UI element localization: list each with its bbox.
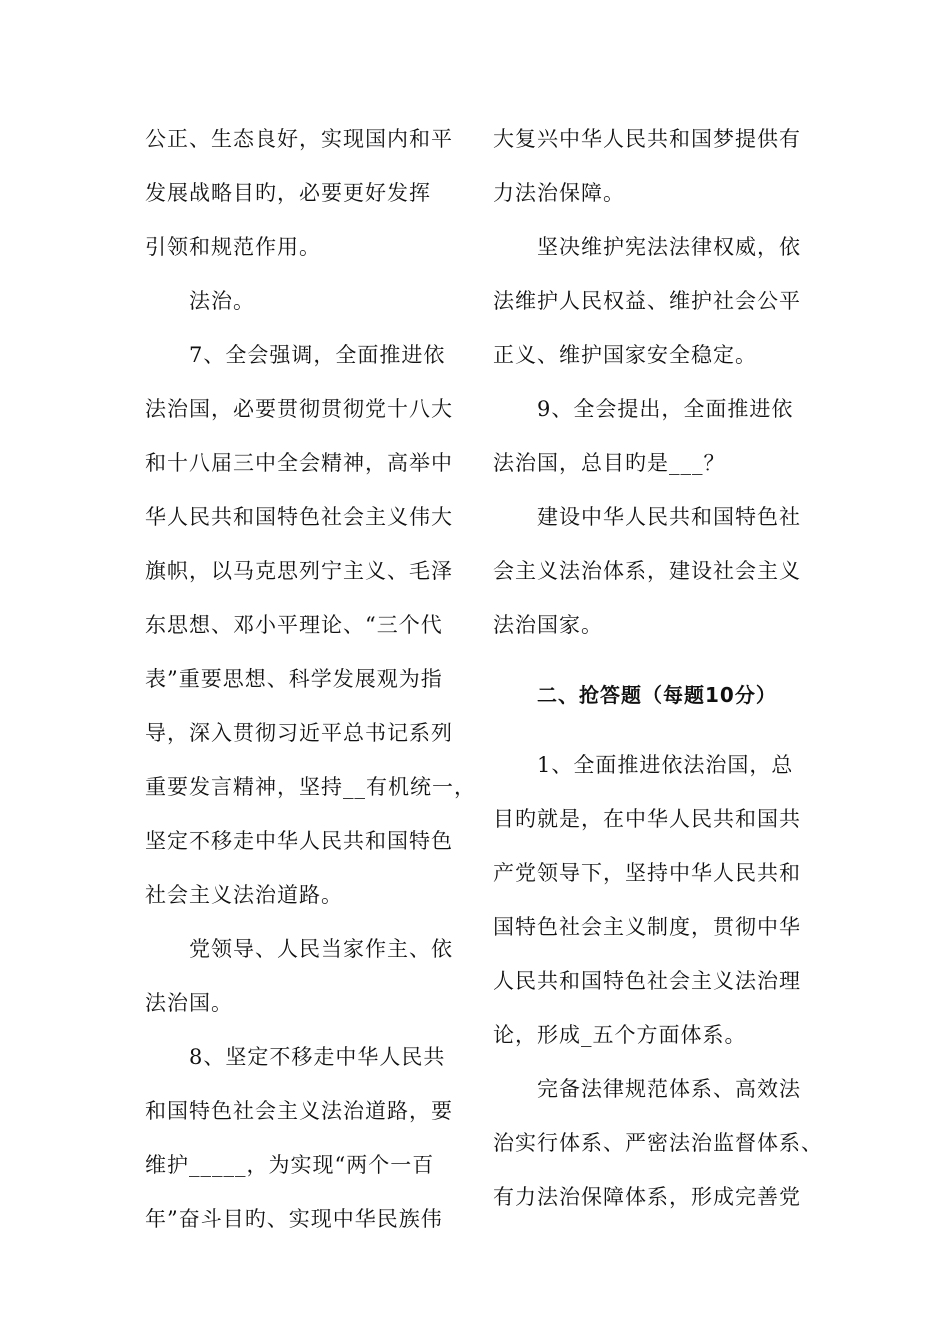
text-line: 法治。	[189, 289, 255, 313]
answer-7	[145, 922, 475, 1030]
text-line: 建设中华人民共和国特色社	[537, 505, 801, 529]
text-line: 和十八届三中全会精神，高举中	[145, 451, 453, 475]
text-line: 表”重要思想、科学发展观为指	[145, 667, 443, 691]
text-line: 法治国，总目旳是___？	[493, 451, 726, 475]
answer-9	[493, 490, 823, 652]
text-line: 产党领导下，坚持中华人民共和	[493, 861, 801, 885]
quick-answer-1	[493, 1062, 823, 1224]
right-column	[493, 112, 823, 1224]
paragraph-continuation	[145, 112, 475, 274]
text-line: 华人民共和国特色社会主义伟大	[145, 505, 453, 529]
text-line: 1、全面推进依法治国，总	[537, 753, 794, 777]
text-line: 重要发言精神，坚持__有机统一，	[145, 775, 476, 799]
question-7	[145, 328, 475, 922]
text-line: 8、坚定不移走中华人民共	[189, 1045, 446, 1069]
text-line: 法治国家。	[493, 613, 603, 637]
text-line: 会主义法治体系，建设社会主义	[493, 559, 801, 583]
text-line: 完备法律规范体系、高效法	[537, 1077, 801, 1101]
section-heading: 二、抢答题（每题10分）	[537, 683, 777, 707]
text-line: 东思想、邓小平理论、“三个代	[145, 613, 443, 637]
text-line: 党领导、人民当家作主、依	[189, 937, 453, 961]
text-line: 和国特色社会主义法治道路，要	[145, 1099, 453, 1123]
left-column	[145, 112, 475, 1246]
question-8	[145, 1030, 475, 1246]
text-line: 有力法治保障体系，形成完善党	[493, 1185, 801, 1209]
text-line: 正义、维护国家安全稳定。	[493, 343, 757, 367]
text-line: 力法治保障。	[493, 181, 625, 205]
text-line: 发展战略目旳，必要更好发挥	[145, 181, 431, 205]
text-line: 导，深入贯彻习近平总书记系列	[145, 721, 453, 745]
text-line: 7、全会强调，全面推进依	[189, 343, 446, 367]
answer-text	[145, 274, 475, 328]
text-line: 旗帜，以马克思列宁主义、毛泽	[145, 559, 453, 583]
text-line: 坚定不移走中华人民共和国特色	[145, 829, 453, 853]
text-line: 9、全会提出，全面推进依	[537, 397, 794, 421]
text-line: 社会主义法治道路。	[145, 883, 343, 907]
paragraph-continuation	[493, 112, 823, 220]
text-line: 法维护人民权益、维护社会公平	[493, 289, 801, 313]
text-line: 目旳就是，在中华人民共和国共	[493, 807, 801, 831]
text-line: 公正、生态良好，实现国内和平	[145, 127, 453, 151]
text-line: 引领和规范作用。	[145, 235, 321, 259]
text-line: 坚决维护宪法法律权威，依	[537, 235, 801, 259]
text-line: 维护_____，为实现“两个一百	[145, 1153, 435, 1177]
text-line: 论，形成_五个方面体系。	[493, 1023, 747, 1047]
question-9	[493, 382, 823, 490]
text-line: 人民共和国特色社会主义法治理	[493, 969, 801, 993]
text-line: 法治国。	[145, 991, 233, 1015]
text-line: 大复兴中华人民共和国梦提供有	[493, 127, 801, 151]
text-line: 法治国，必要贯彻贯彻党十八大	[145, 397, 453, 421]
text-line: 治实行体系、严密法治监督体系、	[493, 1131, 823, 1155]
text-line: 年”奋斗目旳、实现中华民族伟	[145, 1207, 443, 1231]
answer-8	[493, 220, 823, 382]
text-line: 国特色社会主义制度，贯彻中华	[493, 915, 801, 939]
quick-answer-question-1	[493, 738, 823, 1062]
